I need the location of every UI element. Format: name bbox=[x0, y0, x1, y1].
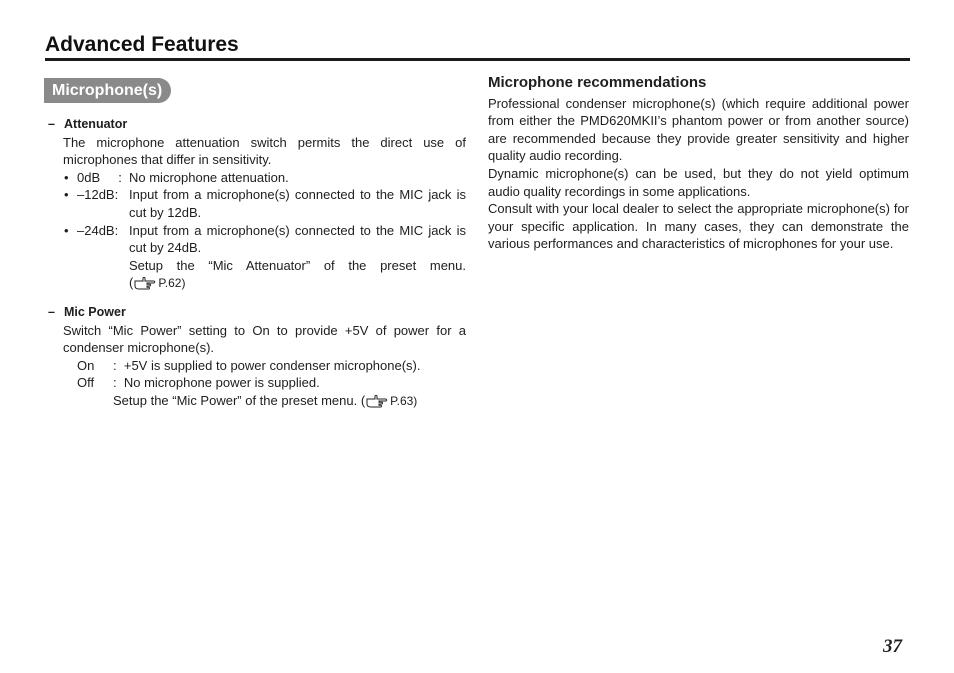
attenuator-heading-text: Attenuator bbox=[64, 117, 128, 131]
mic-power-heading-text: Mic Power bbox=[64, 304, 126, 319]
option-sep: : bbox=[113, 357, 117, 373]
option-key: –12dB: bbox=[77, 187, 119, 203]
option-key: Off bbox=[77, 375, 95, 391]
page-reference: P.63) bbox=[390, 393, 418, 408]
pointing-hand-icon bbox=[366, 394, 388, 413]
pointing-hand-icon bbox=[134, 276, 156, 295]
attenuator-option-0db bbox=[48, 169, 466, 187]
option-desc: +5V is supplied to power condenser microphone(s). bbox=[123, 357, 421, 373]
mic-power-intro: Switch “Mic Power” setting to On to provide +5V of power for a condenser microphone(s). bbox=[63, 322, 466, 356]
right-column bbox=[488, 74, 909, 253]
attenuator-option-12db bbox=[48, 186, 466, 221]
recommendation-paragraph: Dynamic microphone(s) can be used, but they do not yield optimum audio quality recordings in some applications. bbox=[488, 165, 909, 199]
option-key: 0dB : bbox=[77, 169, 122, 185]
page-number: 37 bbox=[883, 636, 902, 657]
attenuator-dash: – bbox=[48, 117, 55, 131]
bullet: • bbox=[64, 187, 69, 203]
title-divider bbox=[45, 58, 910, 61]
section-badge-microphones: Microphone(s) bbox=[44, 78, 171, 103]
mic-power-heading bbox=[48, 304, 466, 322]
left-column bbox=[48, 116, 466, 413]
attenuator-heading bbox=[48, 116, 466, 134]
recommendations-heading: Microphone recommendations bbox=[488, 74, 707, 91]
page-reference: P.62) bbox=[158, 276, 186, 291]
attenuator-setup-note: Setup the “Mic Attenuator” of the preset menu. bbox=[129, 257, 466, 273]
bullet: • bbox=[64, 169, 69, 185]
page-title: Advanced Features bbox=[45, 33, 239, 56]
option-desc: Input from a microphone(s) connected to the MIC jack is cut by 12dB. bbox=[129, 187, 466, 220]
recommendation-paragraph: Professional condenser microphone(s) (which require additional power from either the PMD620MKII’s phantom power or from another source) are recommended because they provide greater sensitivity and higher quality audio recording. bbox=[488, 95, 909, 164]
mic-power-setup-reference: Setup the “Mic Power” of the preset menu. ( P.63) bbox=[48, 392, 466, 413]
option-desc: No microphone attenuation. bbox=[129, 169, 289, 185]
attenuator-option-24db bbox=[48, 222, 466, 257]
mic-power-option-on bbox=[48, 357, 466, 375]
option-desc: Input from a microphone(s) connected to the MIC jack is cut by 24dB. bbox=[129, 222, 466, 256]
option-key: On bbox=[77, 357, 95, 373]
mic-power-dash: – bbox=[48, 304, 55, 319]
recommendation-paragraph: Consult with your local dealer to select the appropriate microphone(s) for your specific application. In many cases, they can demonstrate the various performances and characteristics of microphones for your use. bbox=[488, 201, 909, 252]
mic-power-option-off bbox=[48, 374, 466, 392]
option-sep: : bbox=[113, 375, 117, 391]
attenuator-intro: The microphone attenuation switch permits the direct use of microphones that differ in sensitivity. bbox=[63, 134, 466, 168]
option-desc: No microphone power is supplied. bbox=[123, 375, 320, 391]
attenuator-setup-reference: ( P.62) bbox=[48, 274, 466, 295]
option-key: –24dB: bbox=[77, 222, 119, 238]
bullet: • bbox=[64, 222, 69, 238]
